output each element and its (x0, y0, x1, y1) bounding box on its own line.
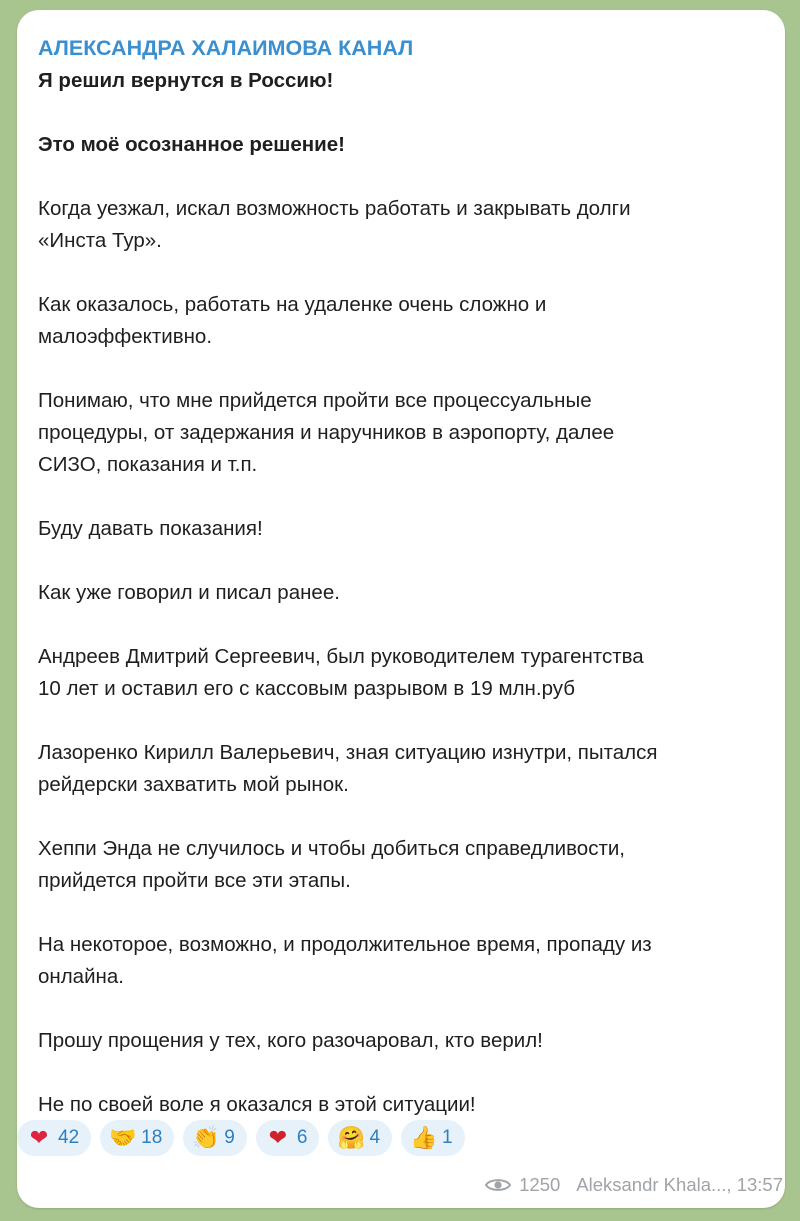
message-paragraph (38, 1025, 765, 1057)
message-paragraph (38, 929, 765, 993)
message-paragraph (38, 385, 765, 481)
message-line: 10 лет и оставил его с кассовым разрывом в 19 млн.руб (38, 677, 575, 700)
reaction-count: 1 (442, 1127, 453, 1148)
message-paragraph (38, 65, 765, 97)
channel-name-link[interactable]: АЛЕКСАНДРА ХАЛАИМОВА КАНАЛ (38, 36, 414, 60)
message-line: рейдерски захватить мой рынок. (38, 773, 349, 796)
reaction-count: 4 (369, 1127, 381, 1148)
message-line: Когда уезжал, искал возможность работать и закрывать долги (38, 197, 631, 220)
reaction-count: 6 (296, 1127, 308, 1148)
message-line: Андреев Дмитрий Сергеевич, был руководителем турагентства (38, 645, 644, 668)
message-line: Прошу прощения у тех, кого разочаровал, кто верил! (38, 1029, 543, 1052)
message-paragraph (38, 737, 765, 801)
reaction-clapping-hands[interactable] (183, 1120, 247, 1156)
reaction-count: 18 (141, 1127, 163, 1148)
view-count: 1250 (519, 1174, 561, 1195)
red-heart-icon: ❤ (29, 1125, 49, 1150)
reaction-red-heart[interactable] (17, 1120, 91, 1156)
heart-on-fire-icon: ❤ (268, 1125, 288, 1150)
message-line: На некоторое, возможно, и продолжительное время, пропаду из (38, 933, 652, 956)
message-line: прийдется пройти все эти этапы. (38, 869, 351, 892)
message-paragraph (38, 193, 765, 257)
message-paragraph (38, 129, 765, 161)
reaction-count: 9 (224, 1127, 235, 1148)
message-line: Не по своей воле я оказался в этой ситуации! (38, 1093, 476, 1116)
message-text (38, 65, 765, 1121)
message-line: онлайна. (38, 965, 124, 988)
reaction-hugging-face[interactable] (328, 1120, 392, 1156)
message-paragraph (38, 833, 765, 897)
hugging-face-icon: 🤗 (337, 1125, 365, 1150)
handshake-icon: 🤝 (109, 1125, 137, 1150)
reaction-handshake[interactable] (100, 1120, 174, 1156)
reaction-count: 42 (58, 1127, 80, 1148)
message-line: процедуры, от задержания и наручников в аэропорту, далее (38, 421, 615, 444)
message-line: Понимаю, что мне прийдется пройти все процессуальные (38, 389, 592, 412)
message-meta (485, 1174, 783, 1196)
eye-icon (485, 1177, 511, 1193)
message-line: СИЗО, показания и т.п. (38, 453, 258, 476)
message-paragraph (38, 1089, 765, 1121)
message-line: Как оказалось, работать на удаленке очень сложно и (38, 293, 547, 316)
message-line: Хеппи Энда не случилось и чтобы добиться справедливости, (38, 837, 625, 860)
message-line: Буду давать показания! (38, 517, 263, 540)
message-paragraph (38, 513, 765, 545)
message-line: Я решил вернутся в Россию! (38, 69, 334, 92)
post-author: Aleksandr Khala..., (576, 1174, 732, 1195)
post-time: 13:57 (736, 1174, 783, 1195)
message-line: «Инста Тур». (38, 229, 162, 252)
message-paragraph (38, 577, 765, 609)
thumbs-up-icon: 👍 (410, 1125, 438, 1150)
reaction-heart-on-fire[interactable] (256, 1120, 320, 1156)
message-bubble (17, 10, 785, 1208)
message-line: малоэффективно. (38, 325, 213, 348)
message-line: Это моё осознанное решение! (38, 133, 345, 156)
clapping-hands-icon: 👏 (192, 1125, 220, 1150)
reactions-bar (17, 1120, 465, 1156)
message-paragraph (38, 641, 765, 705)
message-paragraph (38, 289, 765, 353)
message-line: Лазоренко Кирилл Валерьевич, зная ситуацию изнутри, пытался (38, 741, 658, 764)
reaction-thumbs-up[interactable] (401, 1120, 465, 1156)
message-line: Как уже говорил и писал ранее. (38, 581, 340, 604)
